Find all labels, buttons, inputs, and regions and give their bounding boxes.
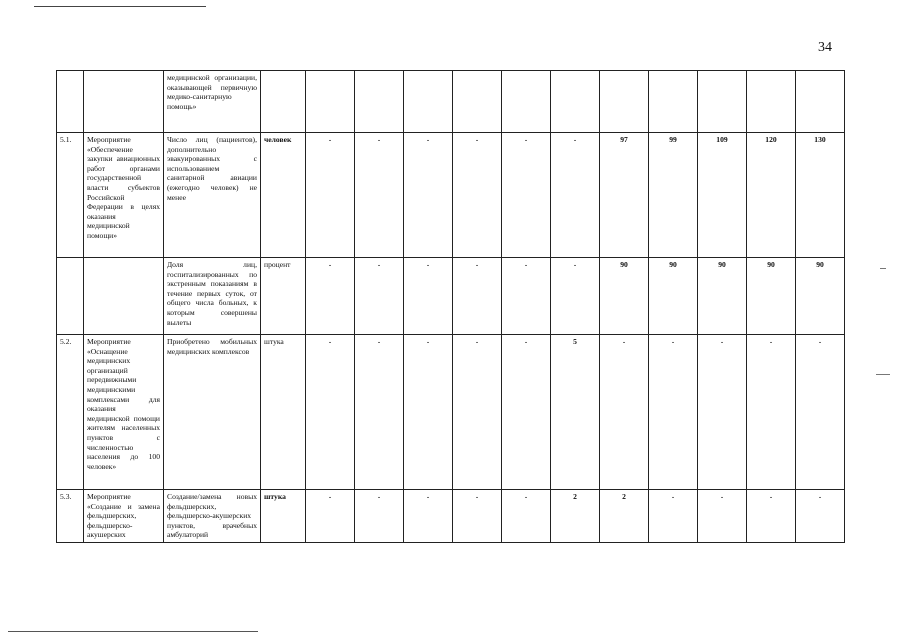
value-cell — [404, 71, 453, 133]
value-cell: - — [502, 258, 551, 335]
unit: процент — [261, 258, 306, 335]
event-name — [84, 258, 164, 335]
value-cell: - — [747, 335, 796, 490]
event-name: Мероприятие «Создание и замена фельдшерских, фельдшерско-акушерских — [84, 490, 164, 543]
row-number: 5.2. — [57, 335, 84, 490]
value-cell: 130 — [796, 133, 845, 258]
unit — [261, 71, 306, 133]
value-cell: - — [502, 490, 551, 543]
indicator-name: Приобретено мобильных медицинских комплексов — [164, 335, 261, 490]
indicator-name: Создание/замена новых фельдшерских, фельдшерско-акушерских пунктов, врачебных амбулаторий — [164, 490, 261, 543]
value-cell: - — [306, 133, 355, 258]
value-cell — [306, 71, 355, 133]
value-cell — [551, 71, 600, 133]
value-cell: 90 — [796, 258, 845, 335]
value-cell: - — [796, 490, 845, 543]
value-cell: - — [551, 258, 600, 335]
value-cell: - — [747, 490, 796, 543]
value-cell: - — [453, 133, 502, 258]
scan-artifact-mark — [880, 268, 886, 269]
value-cell: - — [698, 335, 747, 490]
table-row — [57, 133, 845, 258]
value-cell: - — [649, 490, 698, 543]
table-row — [57, 490, 845, 543]
table-row — [57, 258, 845, 335]
value-cell — [698, 71, 747, 133]
value-cell: 90 — [649, 258, 698, 335]
value-cell: 109 — [698, 133, 747, 258]
value-cell — [502, 71, 551, 133]
value-cell: 120 — [747, 133, 796, 258]
value-cell: - — [453, 258, 502, 335]
value-cell: 2 — [551, 490, 600, 543]
value-cell — [355, 71, 404, 133]
scan-artifact-line — [8, 631, 258, 632]
row-number: 5.1. — [57, 133, 84, 258]
value-cell: - — [600, 335, 649, 490]
value-cell — [649, 71, 698, 133]
value-cell: 99 — [649, 133, 698, 258]
value-cell: - — [306, 335, 355, 490]
program-indicators-table — [56, 70, 845, 543]
value-cell — [453, 71, 502, 133]
value-cell: 97 — [600, 133, 649, 258]
value-cell: - — [698, 490, 747, 543]
value-cell: - — [796, 335, 845, 490]
value-cell: 90 — [747, 258, 796, 335]
indicator-name: медицинской организации, оказывающей первичную медико-санитарную помощь» — [164, 71, 261, 133]
value-cell: - — [355, 133, 404, 258]
scan-artifact-line — [34, 6, 206, 7]
value-cell: 5 — [551, 335, 600, 490]
indicator-name: Число лиц (пациентов), дополнительно эвакуированных с использованием санитарной авиации (ежегодно человек) не менее — [164, 133, 261, 258]
value-cell: - — [355, 335, 404, 490]
row-number: 5.3. — [57, 490, 84, 543]
value-cell: - — [404, 258, 453, 335]
value-cell: - — [453, 490, 502, 543]
unit: человек — [261, 133, 306, 258]
value-cell: - — [355, 490, 404, 543]
value-cell: - — [404, 490, 453, 543]
value-cell: - — [306, 258, 355, 335]
value-cell — [796, 71, 845, 133]
unit: штука — [261, 335, 306, 490]
value-cell: - — [404, 133, 453, 258]
value-cell: - — [649, 335, 698, 490]
value-cell: 90 — [600, 258, 649, 335]
event-name — [84, 71, 164, 133]
row-number — [57, 258, 84, 335]
table-row — [57, 71, 845, 133]
value-cell: - — [502, 335, 551, 490]
value-cell: - — [306, 490, 355, 543]
table-row — [57, 335, 845, 490]
value-cell: 90 — [698, 258, 747, 335]
event-name: Мероприятие «Обеспечение закупки авиационных работ органами государственной власти субъектов Российской Федерации в целях оказания медицинской помощи» — [84, 133, 164, 258]
indicator-name: Доля лиц, госпитализированных по экстренным показаниям в течение первых суток, от общего числа больных, к которым совершены вылеты — [164, 258, 261, 335]
value-cell — [747, 71, 796, 133]
value-cell: - — [453, 335, 502, 490]
page-number: 34 — [818, 40, 832, 55]
unit: штука — [261, 490, 306, 543]
value-cell: - — [502, 133, 551, 258]
value-cell: 2 — [600, 490, 649, 543]
row-number — [57, 71, 84, 133]
value-cell: - — [355, 258, 404, 335]
event-name: Мероприятие «Оснащение медицинских организаций передвижными медицинскими комплексами для оказания медицинской помощи жителям населенных пунктов с численностью населения до 100 человек» — [84, 335, 164, 490]
value-cell — [600, 71, 649, 133]
value-cell: - — [551, 133, 600, 258]
value-cell: - — [404, 335, 453, 490]
scan-artifact-mark — [876, 374, 890, 375]
